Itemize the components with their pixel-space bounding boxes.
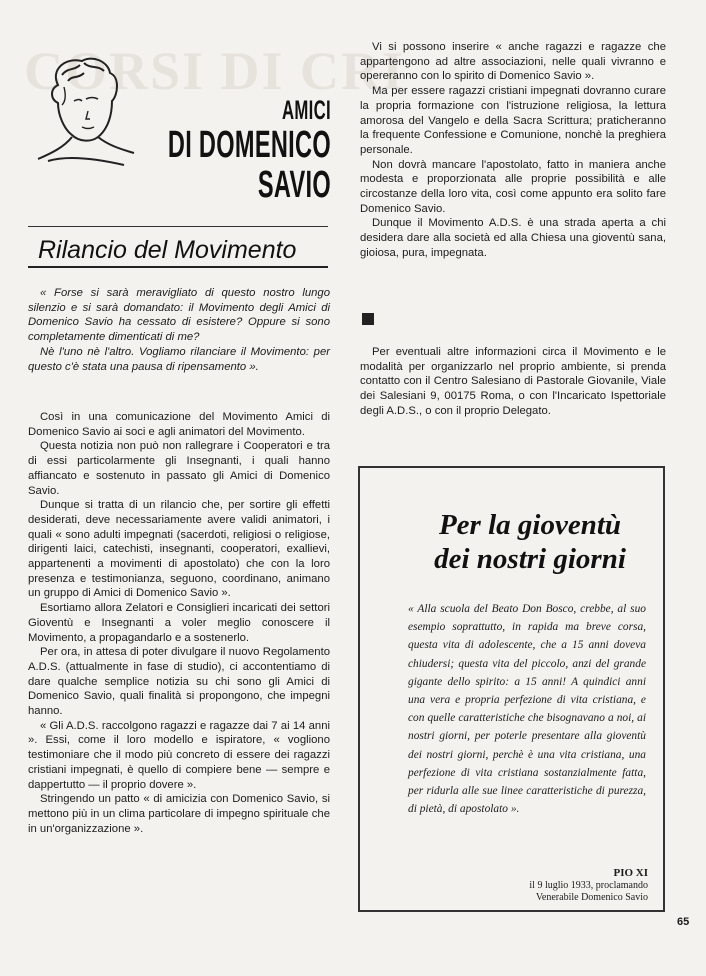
paragraph: Così in una comunicazione del Movimento Amici di Domenico Savio ai soci e agli animatori del Movimento. [28, 411, 330, 438]
background-ghost-lettering: CORSI DI CRI [24, 41, 406, 101]
attribution-name: PIO XI [613, 867, 648, 879]
top-rule [28, 226, 328, 227]
box-title [410, 508, 650, 576]
heading-line-1: AMICI [282, 95, 331, 125]
right-column-text [360, 40, 666, 261]
info-paragraph: Per eventuali altre informazioni circa il Movimento e le modalità per organizzarlo nel proprio ambiente, si prenda contatto con il Centro Salesiano di Pastorale Giovanile, Viale dei Salesiani 9, 00175 Roma, o con l'Incaricato Ispettoriale degli A.D.S., o con il proprio Delegato. [360, 346, 666, 417]
box-title-line-2: dei nostri giorni [434, 543, 626, 575]
article-title: Rilancio del Movimento [38, 236, 297, 264]
paragraph: Dunque si tratta di un rilancio che, per sortire gli effetti desiderati, deve necessariamente avere validi animatori, i quali « sono adulti impegnati (sacerdoti, religiosi o religiose, dirigenti laici, catechisti, insegnanti, cooperatori, exallievi, appartenenti a movimenti di apostolato) che con la loro presenza e testimonianza, seguono, coordinano, animano un gruppo di Amici di Domenico Savio ». [28, 499, 330, 600]
box-title-line-1: Per la gioventù [438, 509, 622, 541]
boy-portrait-illustration [28, 55, 138, 175]
section-bullet-square [362, 313, 374, 325]
heading-line-2: DI DOMENICO SAVIO [167, 124, 331, 206]
paragraph: « Forse si sarà meravigliato di questo nostro lungo silenzio e si sarà domandato: il Movimento degli Amici di Domenico Savio ha cessato di esistere? Oppure si sono completamente dimenticati di me? [28, 287, 330, 344]
paragraph: Nè l'uno nè l'altro. Vogliamo rilanciare il Movimento: per questo c'è stata una pausa di ripensamento ». [28, 345, 330, 373]
paragraph: Non dovrà mancare l'apostolato, fatto in maniera anche modesta e proporzionata alle proprie possibilità e alle circostanze della loro vita, così come appunto era solito fare Domenico Savio. [360, 158, 666, 215]
paragraph: Stringendo un patto « di amicizia con Domenico Savio, si mettono più in un clima particolare di impegno spirituale che in un'organizzazione ». [28, 793, 330, 835]
intro-quote [28, 286, 330, 374]
paragraph: « Gli A.D.S. raccolgono ragazzi e ragazze dai 7 ai 14 anni ». Essi, come il loro modello e ispiratore, « vogliono testimoniare che il modo più concreto di essere dei ragazzi cristiani impegnati, è quello di compiere bene — sempre e dappertutto — il proprio dovere ». [28, 719, 330, 791]
paragraph: Esortiamo allora Zelatori e Consiglieri incaricati dei settori Gioventù e Insegnanti a voler meglio conoscere il Movimento, a propagandarlo e a sostenerlo. [28, 602, 330, 644]
attribution-date: il 9 luglio 1933, proclamando [529, 879, 648, 891]
article-header [28, 55, 333, 206]
paragraph: Per ora, in attesa di poter divulgare il nuovo Regolamento A.D.S. (attualmente in fase di studio), ci accontentiamo di dare qualche semplice notizia su chi sono gli Amici di Domenico Savio, quali finalità si propongono, che impegni hanno. [28, 646, 330, 718]
paragraph: Questa notizia non può non rallegrare i Cooperatori e tra di essi particolarmente gli Insegnanti, i quali hanno affiancato e sostenuto in passato gli Amici di Domenico Savio. [28, 440, 330, 497]
title-underline [28, 266, 328, 268]
info-paragraph-block [360, 345, 666, 419]
paragraph: Dunque il Movimento A.D.S. è una strada aperta a chi desidera dare alla società ed alla Chiesa una gioventù sana, gioiosa, pura, impegnata. [360, 217, 666, 259]
page-number: 65 [677, 916, 690, 928]
paragraph: Vi si possono inserire « anche ragazzi e ragazze che appartengono ad altre associazioni, nelle quali vivranno e opereranno con lo spirito di Domenico Savio ». [360, 41, 666, 83]
section-heading [143, 95, 331, 205]
paragraph: Ma per essere ragazzi cristiani impegnati dovranno curare la propria formazione con l'istruzione religiosa, la lettura amorosa del Vangelo e della Sacra Scrittura; praticheranno la frequente Confessione e Comunione, nonchè la preghiera personale. [360, 85, 666, 156]
quote-attribution [529, 867, 648, 905]
left-column-text [28, 410, 330, 836]
attribution-subject: Venerabile Domenico Savio [535, 892, 648, 903]
box-quote: « Alla scuola del Beato Don Bosco, crebbe, al suo esempio soprattutto, in rapida ma breve corsa, questa vita di adolescente, che a 15 anni doveva chiudersi; questa vita del piccolo, anzi del grande gigante dello spirito: a 15 anni! A quindici anni una vera e propria perfezione di vita cristiana, e con quelle caratteristiche che bisognavano a noi, ai nostri giorni, per poterle presentare alla gioventù dei nostri giorni, perchè è una vita cristiana, una perfezione di vita cristiana sostanzialmente fatta, per ridurla alle sue linee caratteristiche di purezza, di pietà, di apostolato ». [408, 603, 646, 816]
